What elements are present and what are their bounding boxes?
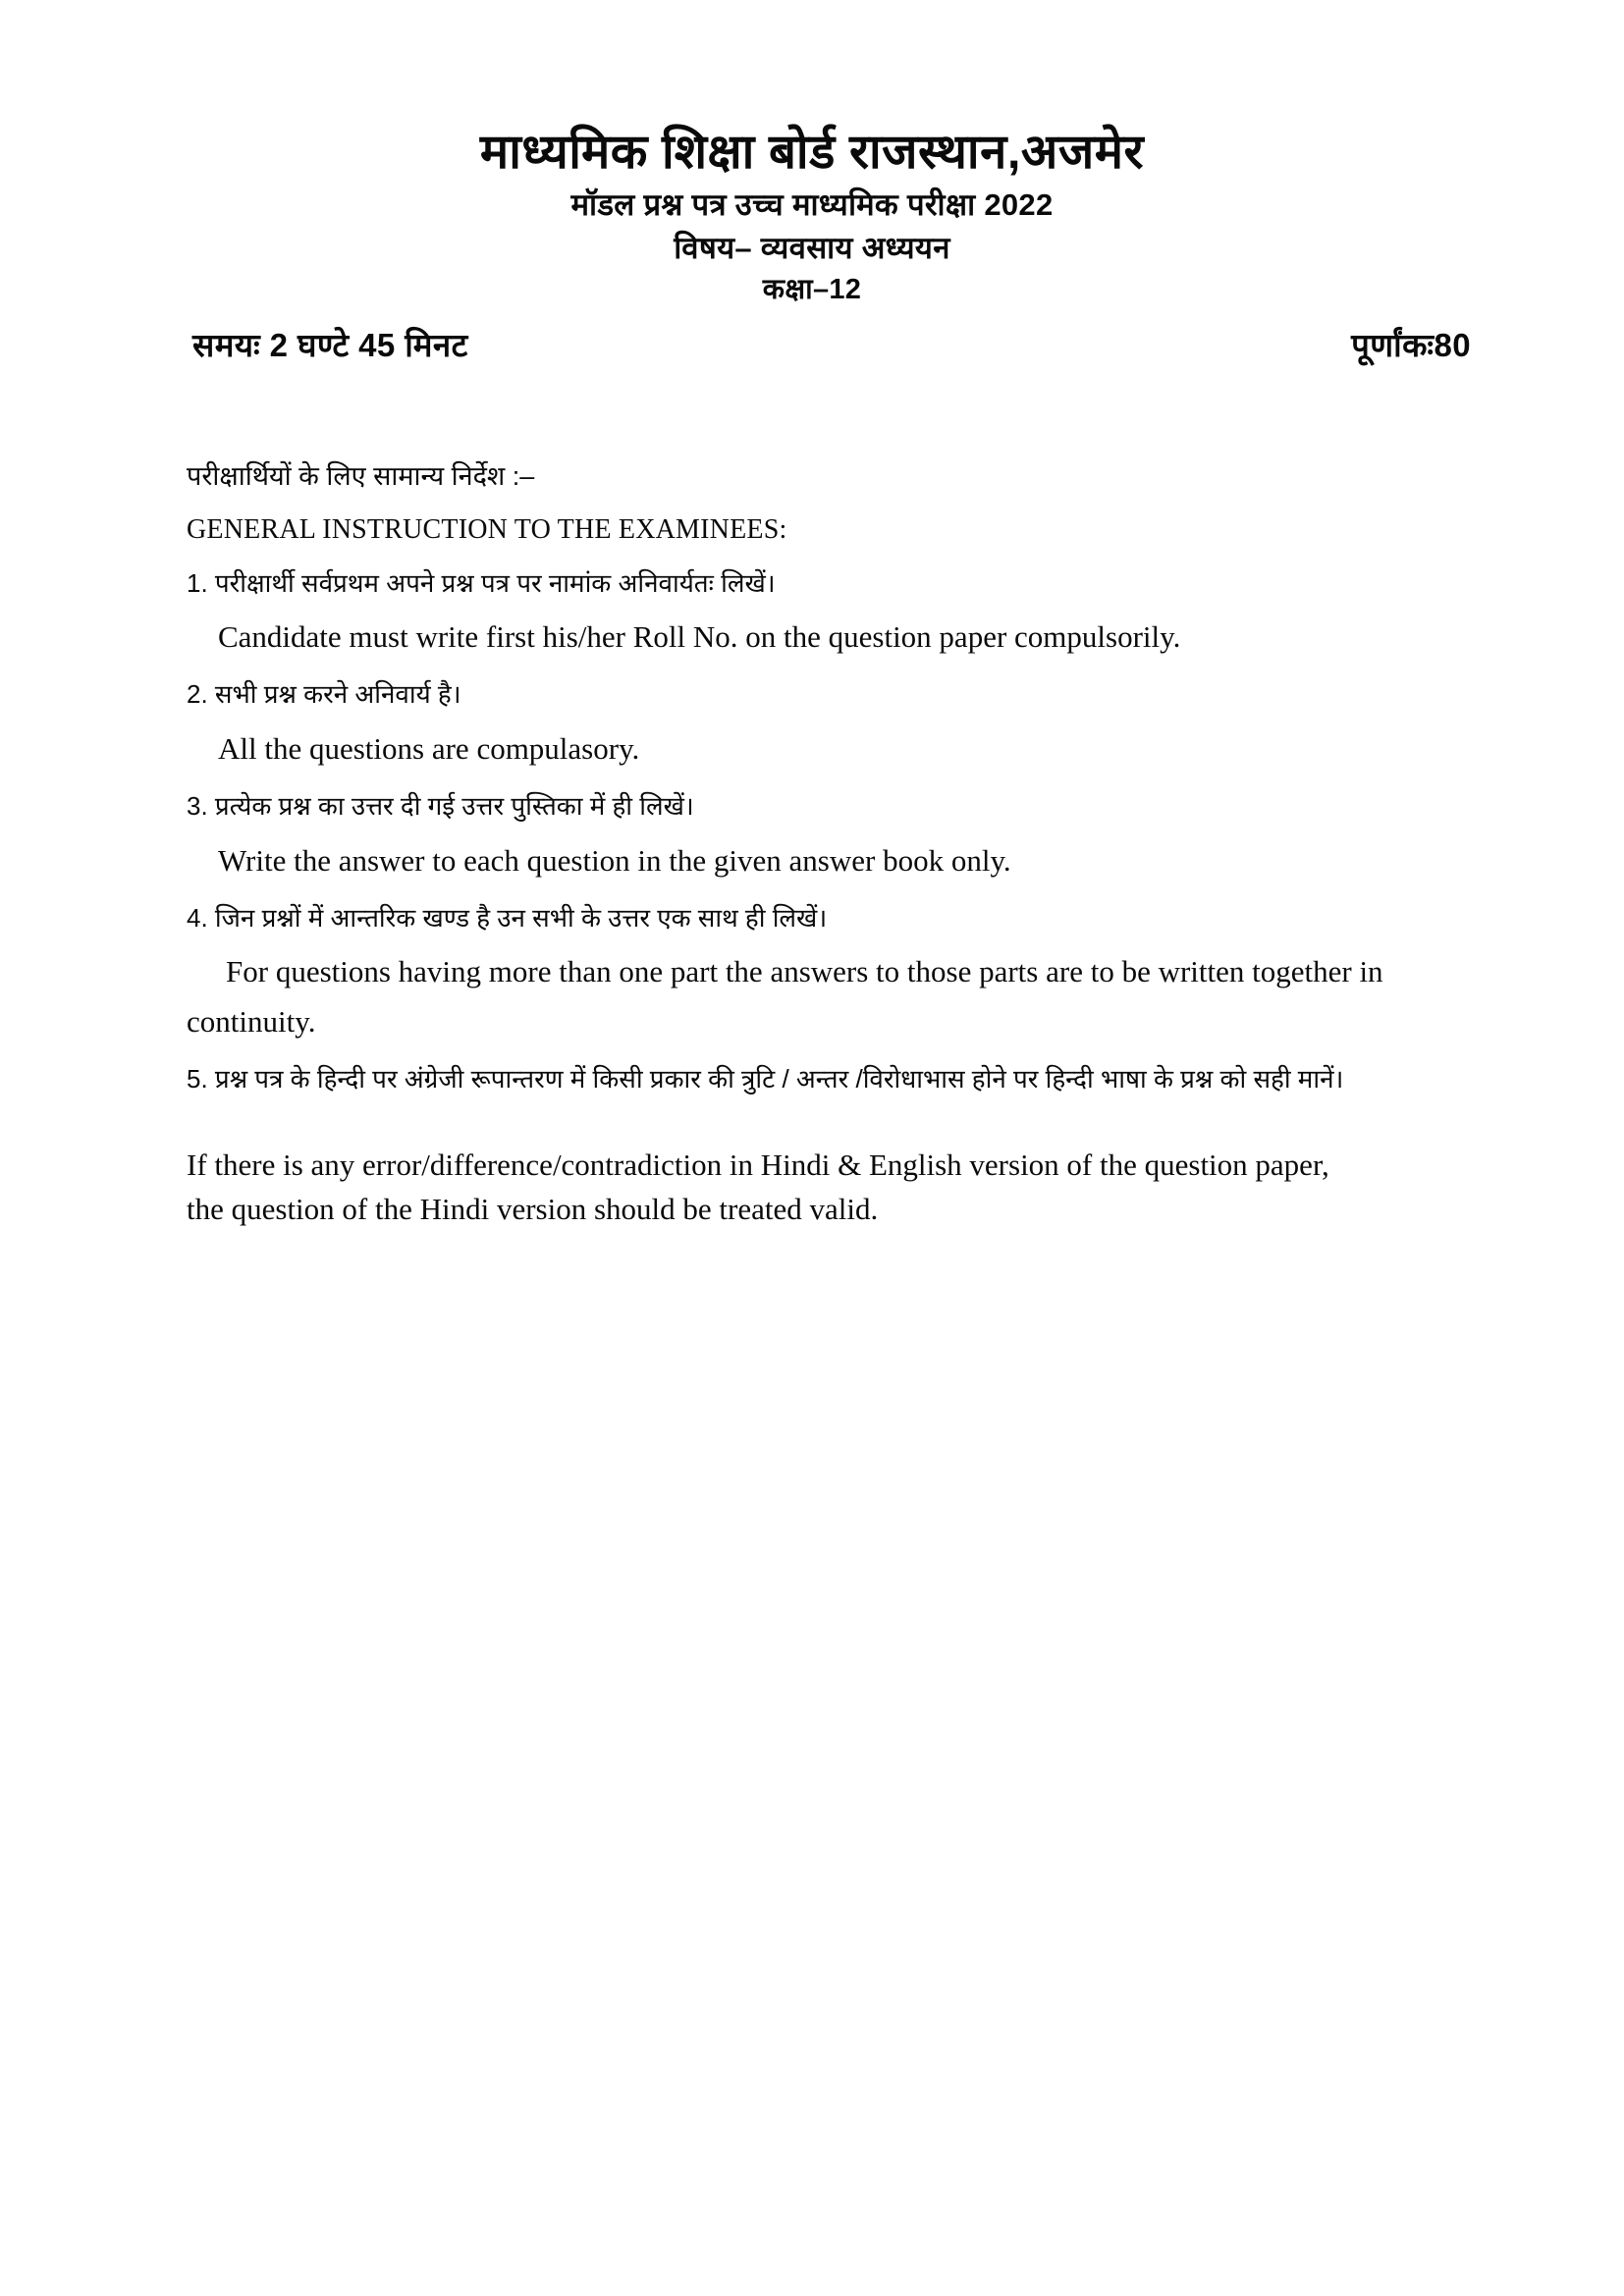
- instruction-item-2-english: All the questions are compulasory.: [218, 730, 640, 766]
- exam-duration: समयः 2 घण्टे 45 मिनट: [192, 326, 468, 363]
- subject-line: विषय– व्यवसाय अध्ययन: [674, 231, 950, 266]
- instructions-block: [0, 460, 1624, 1232]
- instructions-heading-english: GENERAL INSTRUCTION TO THE EXAMINEES:: [187, 514, 787, 546]
- paper-type-and-exam: मॉडल प्रश्न पत्र उच्च माध्यमिक परीक्षा 2022: [570, 187, 1054, 222]
- instruction-item-1-hindi: 1. परीक्षार्थी सर्वप्रथम अपने प्रश्न पत्र पर नामांक अनिवार्यतः लिखें।: [187, 567, 776, 598]
- instruction-item-3-english: Write the answer to each question in the given answer book only.: [218, 842, 1011, 878]
- instruction-item-1-english: Candidate must write first his/her Roll No. on the question paper compulsorily.: [218, 619, 1181, 655]
- instruction-item-5-hindi: 5. प्रश्न पत्र के हिन्दी पर अंग्रेजी रूपान्तरण में किसी प्रकार की त्रुटि / अन्तर /विरोधाभास होने पर हिन्दी भाषा के प्रश्न को सही मानें।: [187, 1063, 1344, 1094]
- paper-header: [0, 0, 1624, 308]
- class-line: कक्षा–12: [762, 274, 862, 306]
- instructions-heading-hindi: परीक्षार्थियों के लिए सामान्य निर्देश :–: [187, 460, 535, 491]
- instruction-item-3-hindi: 3. प्रत्येक प्रश्न का उत्तर दी गई उत्तर पुस्तिका में ही लिखें।: [187, 791, 694, 822]
- instruction-item-4-hindi: 4. जिन प्रश्नों में आन्तरिक खण्ड है उन सभी के उत्तर एक साथ ही लिखें।: [187, 902, 828, 933]
- board-title: माध्यमिक शिक्षा बोर्ड राजस्थान,अजमेर: [479, 126, 1145, 179]
- instruction-item-4-english: For questions having more than one part the answers to those parts are to be written together in continuity.: [187, 954, 1383, 1039]
- instruction-item-2-hindi: 2. सभी प्रश्न करने अनिवार्य है।: [187, 679, 461, 710]
- closing-note-english: If there is any error/difference/contradiction in Hindi & English version of the question paper, the question of the Hindi version should be treated valid.: [187, 1148, 1329, 1226]
- time-and-marks-row: [0, 322, 1624, 366]
- maximum-marks: पूर्णांकः80: [1351, 326, 1471, 363]
